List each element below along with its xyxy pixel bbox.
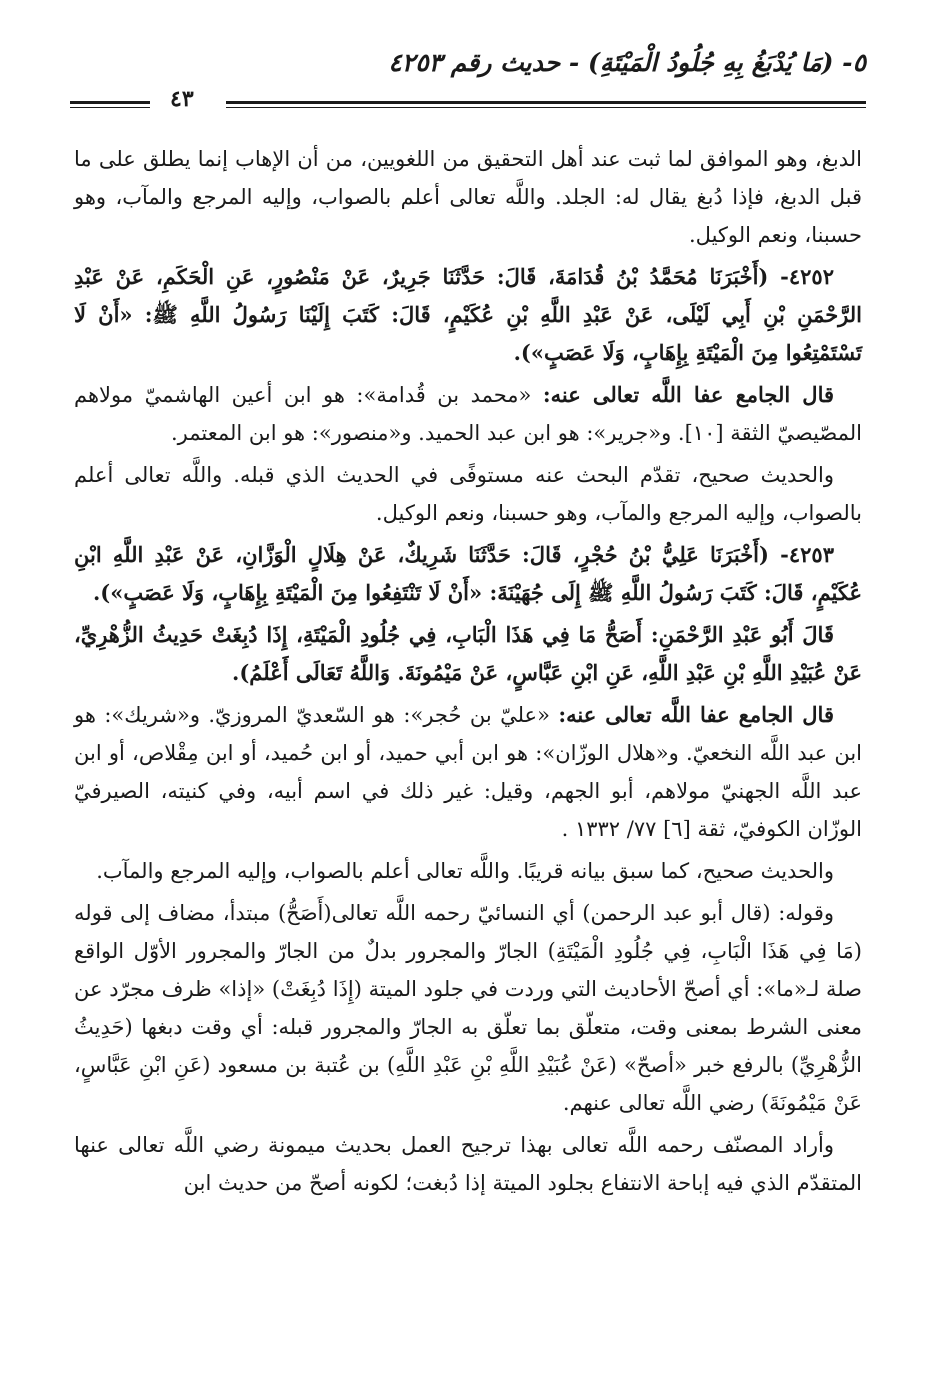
- page-body: [74, 140, 862, 1206]
- header-rule: [226, 107, 866, 108]
- paragraph: والحديث صحيح، تقدّم البحث عنه مستوفًى في الحديث الذي قبله. واللَّه تعالى أعلم بالصواب، وإليه المرجع والمآب، وهو حسبنا، ونعم الوكيل.: [74, 463, 862, 525]
- paragraph: وأراد المصنّف رحمه اللَّه تعالى بهذا ترجيح العمل بحديث ميمونة رضي اللَّه تعالى عنها المتقدّم الذي فيه إباحة الانتفاع بجلود الميتة إذا دُبغت؛ لكونه أصحّ من حديث ابن: [74, 1133, 862, 1195]
- paragraph: وقوله: (قال أبو عبد الرحمن) أي النسائيّ رحمه اللَّه تعالى(أَصَحُّ) مبتدأ، مضاف إلى قوله (مَا فِي هَذَا الْبَابِ، فِي جُلُودِ الْمَيْتَةِ) الجارّ والمجرور بدلٌ من الجارّ والمجرور الأوّل الواقع صلة لـ«ما»: أي أصحّ الأحاديث التي وردت في جلود الميتة (إِذَا دُبِغَتْ) «إذا» ظرف مجرّد عن معنى الشرط بمعنى وقت، متعلّق بما تعلّق به الجارّ والمجرور قبله: أي وقت دبغها (حَدِيثُ الزُّهْرِيِّ) بالرفع خبر «أصحّ» (عَنْ عُبَيْدِ اللَّهِ بْنِ عَبْدِ اللَّهِ) بن عُتبة بن مسعود (عَنِ ابْنِ عَبَّاسٍ، عَنْ مَيْمُونَةَ) رضي اللَّه تعالى عنهم.: [74, 901, 862, 1115]
- commentary-text: «محمد بن قُدامة»: هو ابن أعين الهاشميّ مولاهم المصّيصيّ الثقة [١٠]. و«جرير»: هو ابن عبد الحميد. و«منصور»: هو ابن المعتمر.: [74, 383, 862, 445]
- page-header: [70, 48, 866, 118]
- commentary-text: «عليّ بن حُجر»: هو السّعديّ المروزيّ. و«شريك»: هو ابن عبد اللَّه النخعيّ. و«هلال الوزّان»: هو ابن أبي حميد، أو ابن حُميد، أو ابن مِقْلاص، أو ابن عبد اللَّه الجهنيّ مولاهم، أبو الجهم، وقيل: غير ذلك في اسم أبيه، وفي كنيته، الصيرفيّ الوزّان الكوفيّ، ثقة [٦] ٧٧/ ١٣٣٢ .: [74, 703, 862, 841]
- commentary-label: قال الجامع عفا اللَّه تعالى عنه:: [542, 382, 835, 407]
- header-rule: [70, 107, 150, 108]
- header-rule: [226, 101, 866, 104]
- author-statement: قَالَ أَبُو عَبْدِ الرَّحْمَنِ: أَصَحُّ مَا فِي هَذَا الْبَابِ، فِي جُلُودِ الْمَيْتَةِ، إِذَا دُبِغَتْ حَدِيثُ الزُّهْرِيِّ، عَنْ عُبَيْدِ اللَّهِ بْنِ عَبْدِ اللَّهِ، عَنِ ابْنِ عَبَّاسٍ، عَنْ مَيْمُونَةَ. وَاللَّهُ تَعَالَى أَعْلَمُ).: [74, 622, 862, 685]
- commentary-paragraph: [74, 376, 862, 452]
- commentary-label: قال الجامع عفا اللَّه تعالى عنه:: [558, 702, 834, 727]
- paragraph: الدبغ، وهو الموافق لما ثبت عند أهل التحقيق من اللغويين، من أن الإهاب إنما يطلق على ما قبل الدبغ، فإذا دُبغ يقال له: الجلد. واللَّه تعالى أعلم بالصواب، وإليه المرجع والمآب، وهو حسبنا، ونعم الوكيل.: [74, 147, 862, 247]
- commentary-paragraph: [74, 696, 862, 848]
- hadith-4253: ٤٢٥٣- (أَخْبَرَنَا عَلِيُّ بْنُ حُجْرٍ، قَالَ: حَدَّثَنَا شَرِيكٌ، عَنْ هِلَالٍ الْوَزَّانِ، عَنْ عَبْدِ اللَّهِ ابْنِ عُكَيْمٍ، قَالَ: كَتَبَ رَسُولُ اللَّهِ ﷺ إِلَى جُهَيْنَةَ: «أَنْ لَا تَنْتَفِعُوا مِنَ الْمَيْتَةِ بِإِهَابٍ، وَلَا عَصَبٍ»).: [74, 542, 862, 605]
- paragraph: والحديث صحيح، كما سبق بيانه قريبًا. واللَّه تعالى أعلم بالصواب، وإليه المرجع والمآب.: [96, 859, 834, 883]
- running-title: ٥- (مَا يُدْبَغُ بِهِ جُلُودُ الْمَيْتَةِ) - حديث رقم ٤٢٥٣: [388, 48, 866, 77]
- page-number: ٤٣: [170, 86, 194, 112]
- hadith-4252: ٤٢٥٢- (أَخْبَرَنَا مُحَمَّدُ بْنُ قُدَامَةَ، قَالَ: حَدَّثَنَا جَرِيرٌ، عَنْ مَنْصُورٍ، عَنِ الْحَكَمِ، عَنْ عَبْدِ الرَّحْمَنِ بْنِ أَبِي لَيْلَى، عَنْ عَبْدِ اللَّهِ بْنِ عُكَيْمٍ، قَالَ: كَتَبَ إِلَيْنَا رَسُولُ اللَّهِ ﷺ: «أَنْ لَا تَسْتَمْتِعُوا مِنَ الْمَيْتَةِ بِإِهَابٍ، وَلَا عَصَبٍ»).: [74, 264, 862, 365]
- header-rule: [70, 101, 150, 104]
